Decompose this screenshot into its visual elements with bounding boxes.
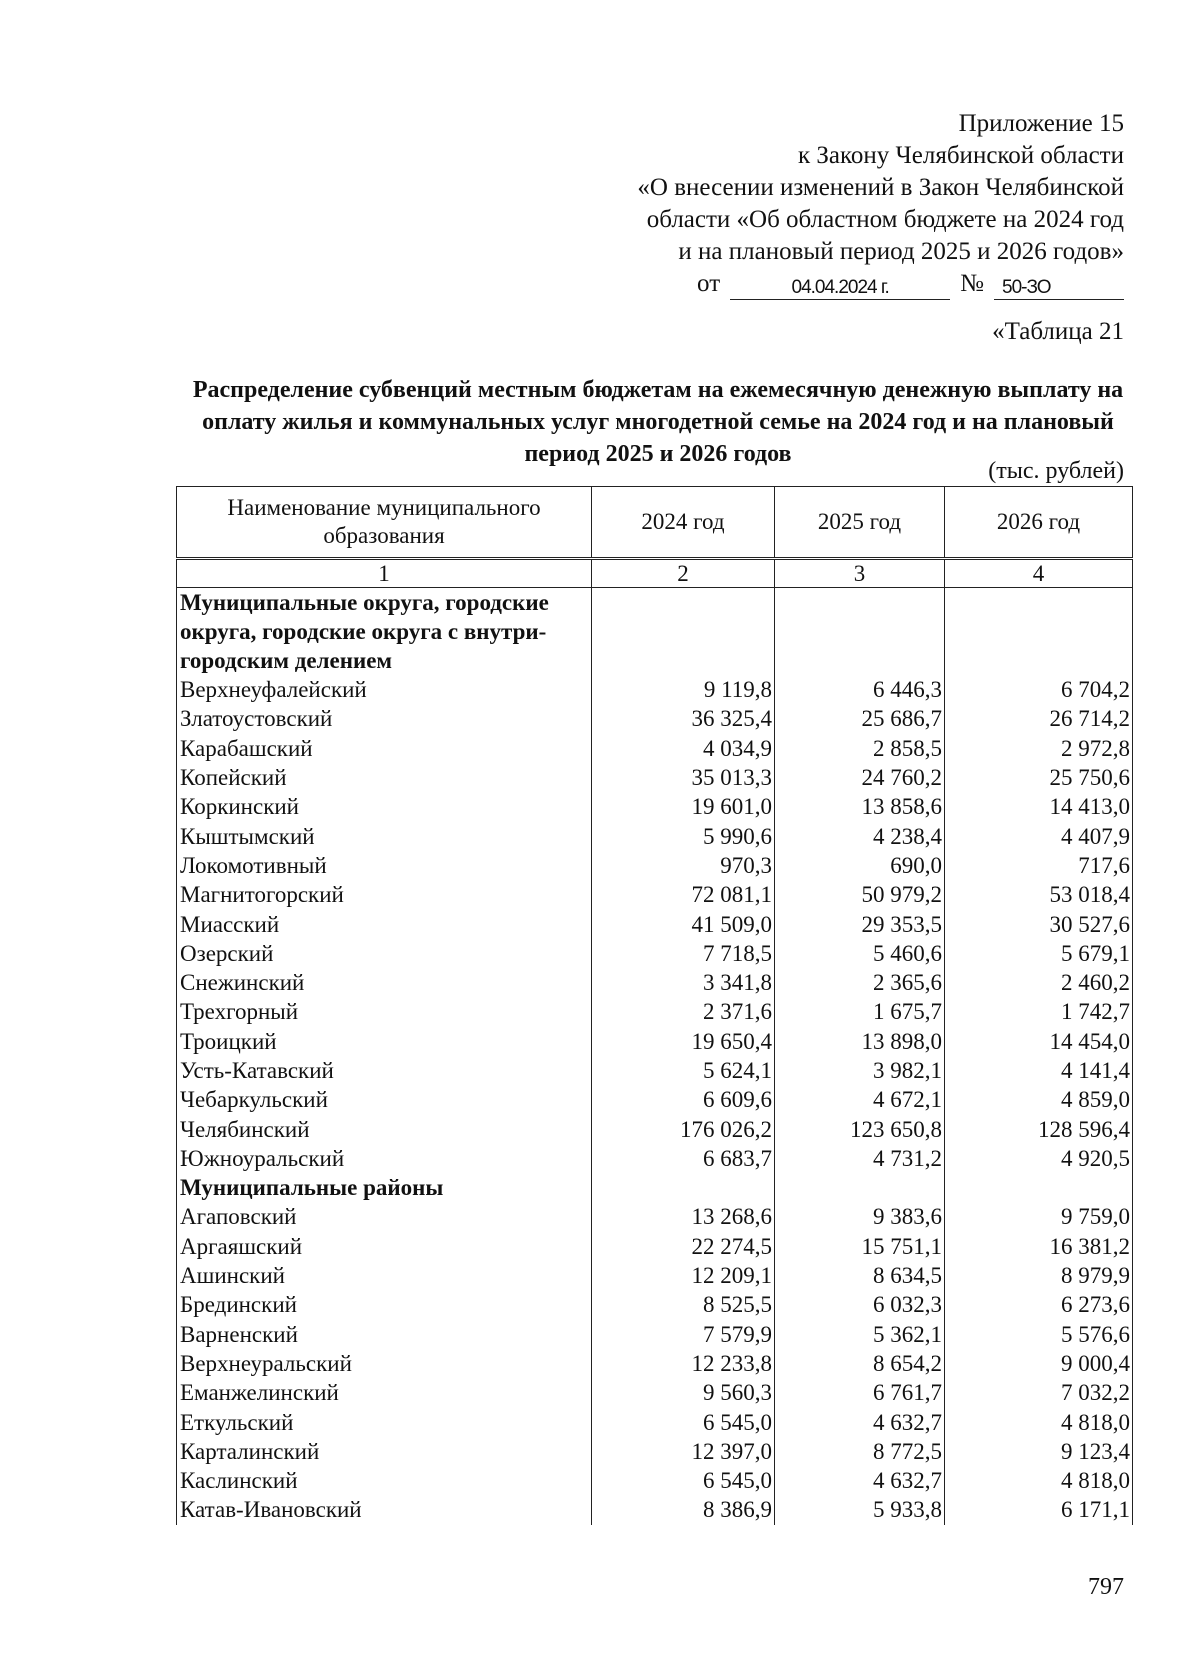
value-2025: 13 898,0 xyxy=(775,1027,945,1056)
value-2024: 970,3 xyxy=(592,851,775,880)
municipality-name: Коркинский xyxy=(177,792,592,821)
table-row xyxy=(177,1232,1133,1261)
appendix-line: «О внесении изменений в Закон Челябинской xyxy=(637,174,1124,201)
value-2026: 4 141,4 xyxy=(945,1056,1133,1085)
value-2024: 5 624,1 xyxy=(592,1056,775,1085)
law-date: 04.04.2024 г. xyxy=(730,277,950,300)
municipality-name: Миасский xyxy=(177,909,592,938)
municipality-name: Верхнеуральский xyxy=(177,1349,592,1378)
value-2026: 26 714,2 xyxy=(945,704,1133,733)
municipality-name: Снежинский xyxy=(177,968,592,997)
appendix-line: к Закону Челябинской области xyxy=(798,142,1124,169)
table-row xyxy=(177,821,1133,850)
value-2024: 176 026,2 xyxy=(592,1114,775,1143)
value-2024: 12 209,1 xyxy=(592,1261,775,1290)
value-2024: 6 683,7 xyxy=(592,1144,775,1173)
value-2024: 8 386,9 xyxy=(592,1495,775,1524)
municipality-name: Еткульский xyxy=(177,1407,592,1436)
municipality-name: Еманжелинский xyxy=(177,1378,592,1407)
value-2026: 6 704,2 xyxy=(945,675,1133,704)
value-2025: 6 761,7 xyxy=(775,1378,945,1407)
section-row xyxy=(177,588,1133,676)
value-2024: 5 990,6 xyxy=(592,821,775,850)
section-title: Муниципальные округа, городские округа, городские округа с внутри-городским делением xyxy=(177,588,592,676)
value-2024: 6 609,6 xyxy=(592,1085,775,1114)
value-2024: 35 013,3 xyxy=(592,763,775,792)
value-2026: 2 460,2 xyxy=(945,968,1133,997)
value-2024: 7 579,9 xyxy=(592,1320,775,1349)
value-2026: 4 407,9 xyxy=(945,821,1133,850)
value-2026: 5 576,6 xyxy=(945,1320,1133,1349)
table-row xyxy=(177,704,1133,733)
value-2026: 4 818,0 xyxy=(945,1407,1133,1436)
table-row xyxy=(177,1114,1133,1143)
municipality-name: Троицкий xyxy=(177,1027,592,1056)
value-2024: 13 268,6 xyxy=(592,1202,775,1231)
table-row xyxy=(177,1290,1133,1319)
value-2024: 19 650,4 xyxy=(592,1027,775,1056)
value-2024: 6 545,0 xyxy=(592,1466,775,1495)
value-2025: 50 979,2 xyxy=(775,880,945,909)
empty-cell xyxy=(945,588,1133,676)
units-label: (тыс. рублей) xyxy=(988,458,1124,484)
table-header-row xyxy=(177,487,1133,559)
value-2025: 690,0 xyxy=(775,851,945,880)
table-row xyxy=(177,880,1133,909)
table-row xyxy=(177,851,1133,880)
law-signature-line xyxy=(564,268,1124,300)
value-2025: 3 982,1 xyxy=(775,1056,945,1085)
table-row xyxy=(177,1085,1133,1114)
value-2024: 6 545,0 xyxy=(592,1407,775,1436)
table-body xyxy=(177,588,1133,1525)
value-2024: 72 081,1 xyxy=(592,880,775,909)
municipality-name: Южноуральский xyxy=(177,1144,592,1173)
municipality-name: Чебаркульский xyxy=(177,1085,592,1114)
municipality-name: Локомотивный xyxy=(177,851,592,880)
empty-cell xyxy=(945,1173,1133,1202)
value-2025: 6 446,3 xyxy=(775,675,945,704)
table-row xyxy=(177,763,1133,792)
column-header-2024: 2024 год xyxy=(592,487,775,559)
value-2025: 5 460,6 xyxy=(775,939,945,968)
number-label: № xyxy=(960,270,984,297)
value-2025: 2 858,5 xyxy=(775,734,945,763)
value-2026: 4 859,0 xyxy=(945,1085,1133,1114)
value-2026: 717,6 xyxy=(945,851,1133,880)
table-row xyxy=(177,939,1133,968)
value-2026: 6 171,1 xyxy=(945,1495,1133,1524)
value-2026: 5 679,1 xyxy=(945,939,1133,968)
column-number: 2 xyxy=(592,559,775,588)
municipality-name: Челябинский xyxy=(177,1114,592,1143)
column-header-2025: 2025 год xyxy=(775,487,945,559)
value-2025: 4 731,2 xyxy=(775,1144,945,1173)
municipality-name: Верхнеуфалейский xyxy=(177,675,592,704)
municipality-name: Копейский xyxy=(177,763,592,792)
value-2024: 7 718,5 xyxy=(592,939,775,968)
law-number: 50-ЗО xyxy=(994,277,1124,300)
value-2024: 9 560,3 xyxy=(592,1378,775,1407)
table-label: «Таблица 21 xyxy=(992,318,1124,345)
document-title: Распределение субвенций местным бюджетам на ежемесячную денежную выплату на оплату жилья и коммунальных услуг многодетной семье на 2024 год и на плановый период 2025 и 2026 годов xyxy=(192,377,1124,467)
value-2025: 8 654,2 xyxy=(775,1349,945,1378)
municipality-name: Карталинский xyxy=(177,1437,592,1466)
empty-cell xyxy=(775,1173,945,1202)
table-row xyxy=(177,1407,1133,1436)
value-2025: 2 365,6 xyxy=(775,968,945,997)
municipality-name: Аргаяшский xyxy=(177,1232,592,1261)
value-2024: 2 371,6 xyxy=(592,997,775,1026)
table-row xyxy=(177,734,1133,763)
section-row xyxy=(177,1173,1133,1202)
value-2024: 8 525,5 xyxy=(592,1290,775,1319)
value-2026: 25 750,6 xyxy=(945,763,1133,792)
subvention-table xyxy=(176,486,1133,1525)
value-2026: 16 381,2 xyxy=(945,1232,1133,1261)
value-2024: 3 341,8 xyxy=(592,968,775,997)
table-row xyxy=(177,1378,1133,1407)
column-number-row xyxy=(177,559,1133,588)
value-2024: 4 034,9 xyxy=(592,734,775,763)
value-2025: 4 632,7 xyxy=(775,1466,945,1495)
value-2025: 24 760,2 xyxy=(775,763,945,792)
value-2026: 53 018,4 xyxy=(945,880,1133,909)
table-row xyxy=(177,1495,1133,1524)
from-label: от xyxy=(697,270,721,297)
value-2025: 6 032,3 xyxy=(775,1290,945,1319)
value-2026: 14 413,0 xyxy=(945,792,1133,821)
value-2024: 12 397,0 xyxy=(592,1437,775,1466)
table-row xyxy=(177,997,1133,1026)
value-2025: 4 238,4 xyxy=(775,821,945,850)
value-2025: 25 686,7 xyxy=(775,704,945,733)
value-2025: 15 751,1 xyxy=(775,1232,945,1261)
value-2026: 7 032,2 xyxy=(945,1378,1133,1407)
appendix-line: Приложение 15 xyxy=(958,110,1124,137)
value-2025: 8 634,5 xyxy=(775,1261,945,1290)
empty-cell xyxy=(592,1173,775,1202)
value-2025: 5 362,1 xyxy=(775,1320,945,1349)
value-2024: 9 119,8 xyxy=(592,675,775,704)
value-2026: 14 454,0 xyxy=(945,1027,1133,1056)
table-row xyxy=(177,1056,1133,1085)
value-2025: 8 772,5 xyxy=(775,1437,945,1466)
value-2026: 2 972,8 xyxy=(945,734,1133,763)
column-header-2026: 2026 год xyxy=(945,487,1133,559)
table-row xyxy=(177,909,1133,938)
value-2026: 30 527,6 xyxy=(945,909,1133,938)
value-2024: 12 233,8 xyxy=(592,1349,775,1378)
municipality-name: Брединский xyxy=(177,1290,592,1319)
appendix-header xyxy=(564,108,1124,300)
municipality-name: Трехгорный xyxy=(177,997,592,1026)
value-2024: 19 601,0 xyxy=(592,792,775,821)
table-row xyxy=(177,968,1133,997)
table-row xyxy=(177,792,1133,821)
municipality-name: Карабашский xyxy=(177,734,592,763)
value-2025: 29 353,5 xyxy=(775,909,945,938)
column-number: 3 xyxy=(775,559,945,588)
table-row xyxy=(177,1261,1133,1290)
municipality-name: Магнитогорский xyxy=(177,880,592,909)
value-2026: 6 273,6 xyxy=(945,1290,1133,1319)
value-2024: 41 509,0 xyxy=(592,909,775,938)
municipality-name: Каслинский xyxy=(177,1466,592,1495)
value-2026: 9 759,0 xyxy=(945,1202,1133,1231)
municipality-name: Кыштымский xyxy=(177,821,592,850)
table-row xyxy=(177,1202,1133,1231)
municipality-name: Варненский xyxy=(177,1320,592,1349)
value-2026: 1 742,7 xyxy=(945,997,1133,1026)
table-row xyxy=(177,1320,1133,1349)
value-2026: 8 979,9 xyxy=(945,1261,1133,1290)
municipality-name: Усть-Катавский xyxy=(177,1056,592,1085)
value-2024: 36 325,4 xyxy=(592,704,775,733)
empty-cell xyxy=(592,588,775,676)
value-2025: 13 858,6 xyxy=(775,792,945,821)
value-2026: 9 000,4 xyxy=(945,1349,1133,1378)
value-2025: 123 650,8 xyxy=(775,1114,945,1143)
municipality-name: Ашинский xyxy=(177,1261,592,1290)
municipality-name: Златоустовский xyxy=(177,704,592,733)
value-2025: 5 933,8 xyxy=(775,1495,945,1524)
value-2026: 4 818,0 xyxy=(945,1466,1133,1495)
column-header-name: Наименование муниципального образования xyxy=(177,487,592,559)
column-number: 4 xyxy=(945,559,1133,588)
value-2025: 4 632,7 xyxy=(775,1407,945,1436)
value-2025: 4 672,1 xyxy=(775,1085,945,1114)
value-2026: 128 596,4 xyxy=(945,1114,1133,1143)
table-row xyxy=(177,1349,1133,1378)
empty-cell xyxy=(775,588,945,676)
value-2025: 9 383,6 xyxy=(775,1202,945,1231)
page-number: 797 xyxy=(1088,1574,1124,1600)
municipality-name: Катав-Ивановский xyxy=(177,1495,592,1524)
value-2024: 22 274,5 xyxy=(592,1232,775,1261)
appendix-line: области «Об областном бюджете на 2024 год xyxy=(646,206,1124,233)
table-row xyxy=(177,1466,1133,1495)
column-number: 1 xyxy=(177,559,592,588)
section-title: Муниципальные районы xyxy=(177,1173,592,1202)
table-row xyxy=(177,1437,1133,1466)
value-2025: 1 675,7 xyxy=(775,997,945,1026)
value-2026: 4 920,5 xyxy=(945,1144,1133,1173)
value-2026: 9 123,4 xyxy=(945,1437,1133,1466)
municipality-name: Агаповский xyxy=(177,1202,592,1231)
appendix-line: и на плановый период 2025 и 2026 годов» xyxy=(678,238,1124,265)
municipality-name: Озерский xyxy=(177,939,592,968)
table-row xyxy=(177,1144,1133,1173)
table-row xyxy=(177,1027,1133,1056)
table-row xyxy=(177,675,1133,704)
